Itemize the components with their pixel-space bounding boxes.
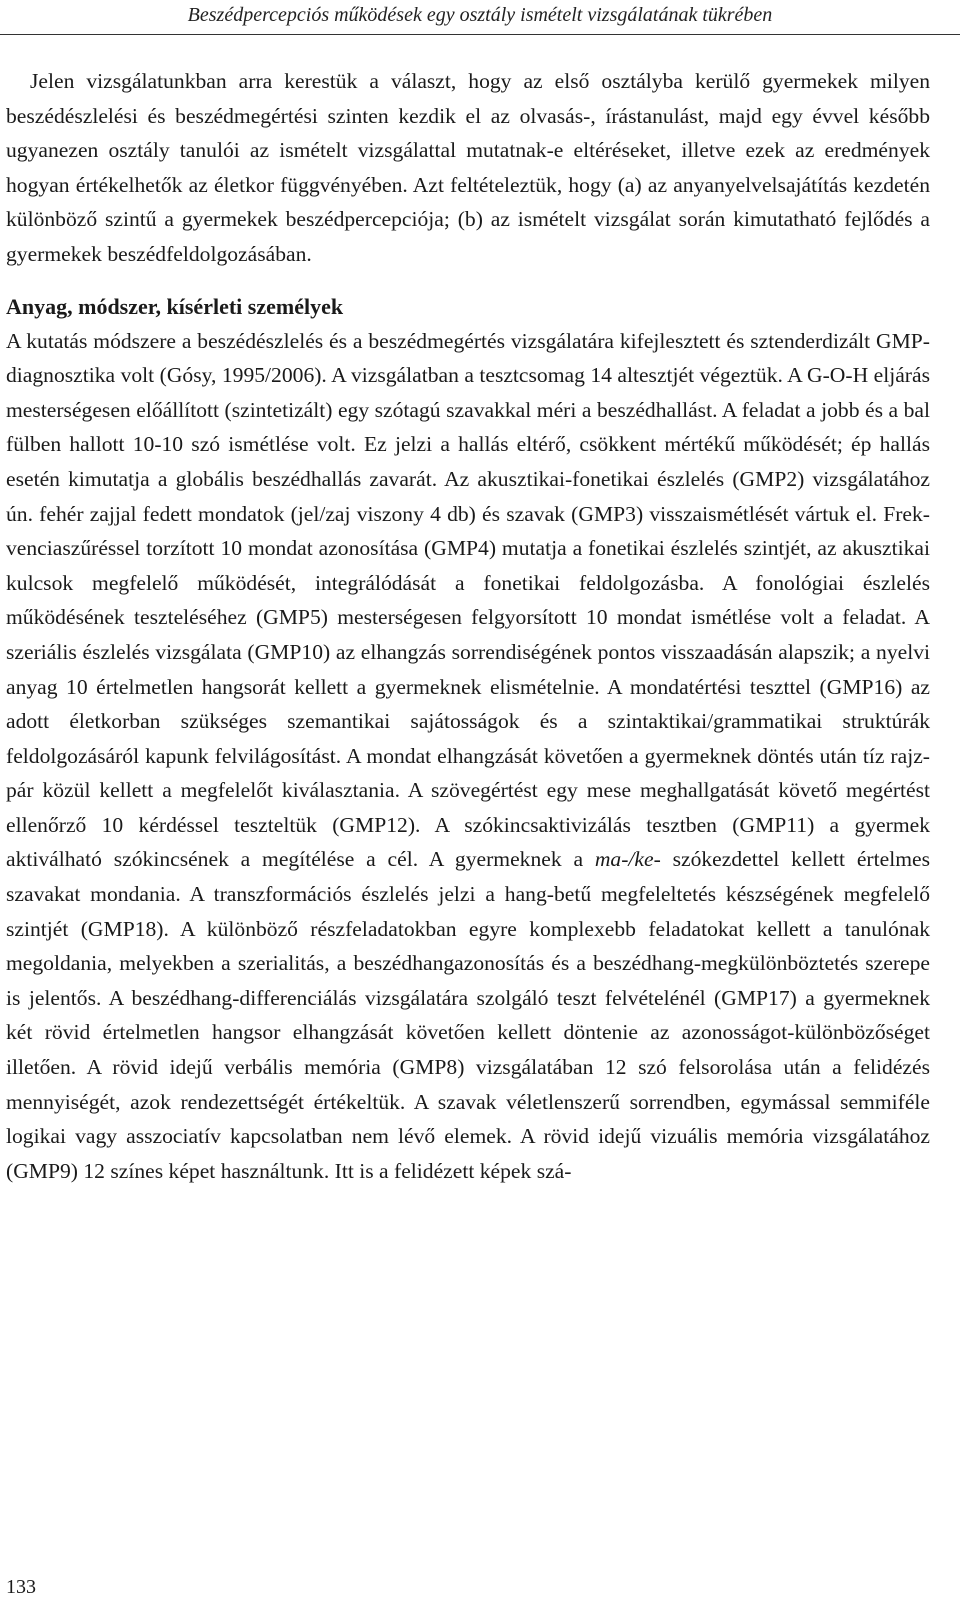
page-body	[6, 64, 930, 1188]
methods-text-part1: A kutatás módszere a beszédészlelés és a beszédmegértés vizsgálatára kifejlesztett és sztenderdizált GMP-diagnosztika volt (Gósy, 1995/2006). A vizsgálatban a tesztcsomag 14 altesztjét végeztük. A G-O-H eljárás mesterségesen előállított (szintetizált) egy szótagú szavakkal méri a beszédhallást. A feladat a jobb és a bal fülben hallott 10-10 szó ismétlése volt. Ez jelzi a hallás eltérő, csökkent mértékű működését; ép hallás esetén kimutatja a globális beszédhallás zavarát. Az akusztikai-fonetikai észlelés (GMP2) vizsgálatához ún. fehér zajjal fedett mondatok (jel/zaj viszony 4 db) és szavak (GMP3) visszaismétlését vártuk el. Frekvenciaszűréssel torzított 10 mondat azonosítása (GMP4) mutatja a fonetikai észlelés szintjét, az akusztikai kulcsok megfelelő működését, integrálódását a fonetikai feldolgozásba. A fonológiai észlelés működésének teszteléséhez (GMP5) mesterségesen felgyorsított 10 mondat ismétlése volt a feladat. A szeriális észlelés vizsgálata (GMP10) az elhangzás sorrendiségének pontos visszaadásán alapszik; a nyelvi anyag 10 értelmetlen hangsorát kellett a gyermeknek elismételnie. A mondatértési teszttel (GMP16) az adott életkorban szükséges szemantikai sajátosságok és a szintaktikai/grammatikai struktúrák feldolgozásáról kapunk felvilágosítást. A mondat elhangzását követően a gyermeknek döntés után tíz rajzpár közül kellett a megfelelőt kiválasztania. A szövegértést egy mese meghallgatását követő megértést ellenőrző 10 kérdéssel teszteltük (GMP12). A szókincsaktivizálás tesztben (GMP11) a gyermek aktiválható szókincsének a megítélése a cél. A gyermeknek a	[6, 328, 930, 872]
running-header: Beszédpercepciós működések egy osztály ismételt vizsgálatának tükrében	[187, 4, 773, 26]
section-heading: Anyag, módszer, kísérleti személyek	[6, 293, 344, 319]
italic-prefix: ma-/ke-	[594, 847, 661, 872]
intro-paragraph: Jelen vizsgálatunkban arra kerestük a választ, hogy az első osztályba kerülő gyermekek milyen beszédészlelési és beszédmegértési szinten kezdik el az olvasás-, írástanulást, majd egy évvel később ugyanezen osztály tanulói az ismételt vizsgálattal mutatnak-e eltéréseket, illetve ezek az eredmények hogyan értékelhetők az életkor függvényében. Azt feltételeztük, hogy (a) az anyanyelvelsajátítás kezdetén különböző szintű a gyermekek beszédpercepciója; (b) az ismételt vizsgálat során kimutatható fejlődés a gyermekek beszédfeldolgozásában.	[6, 69, 930, 266]
page-number: 133	[6, 1576, 36, 1598]
header-rule	[0, 34, 960, 35]
methods-text-part2: szókezdettel kellett értelmes szavakat mondania. A transzformációs észlelés jelzi a hang-betű megfeleltetés készségének megfelelő szintjét (GMP18). A különböző részfeladatokban egyre komplexebb feladatokat kellett a tanulónak megoldania, melyekben a szerialitás, a beszédhangazonosítás és a beszédhang-megkülönböztetés szerepe is jelentős. A beszédhang-differenciálás vizsgálatára szolgáló teszt felvételénél (GMP17) a gyermeknek két rövid értelmetlen hangsor elhangzását követően kellett döntenie az azonosságot-különbözőséget illetően. A rövid idejű verbális memória (GMP8) vizsgálatában 12 szó felsorolása után a felidézés mennyiségét, azok rendezettségét értékeltük. A szavak véletlenszerű sorrendben, egymással semmiféle logikai vagy asszociatív kapcsolatban nem lévő elemek. A rövid idejű vizuális memória vizsgálatához (GMP9) 12 színes képet használtunk. Itt is a felidézett képek szá-	[6, 847, 930, 1183]
methods-paragraph	[6, 324, 930, 1189]
